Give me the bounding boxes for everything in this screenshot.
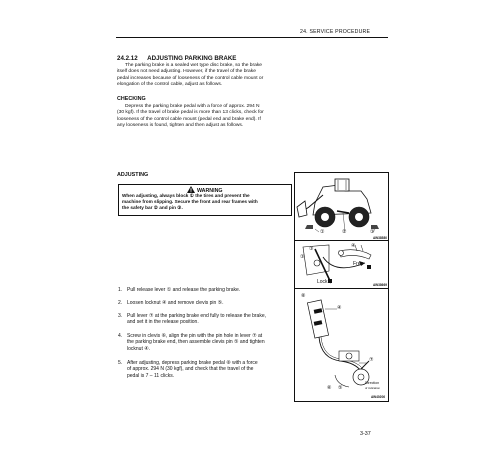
callout-7: ⑦ xyxy=(369,357,374,363)
figure-loader-safety xyxy=(294,172,389,242)
step-line: Pull release lever ① and release the parking brake. xyxy=(127,287,241,293)
figure-brake-cable xyxy=(294,288,389,402)
step-number: 5. xyxy=(118,360,123,366)
warning-line: When adjusting, always block ① the tires and prevent the xyxy=(122,193,250,198)
step-line: the parking brake end, then assemble clevis pin ⑤ and tighten xyxy=(127,339,265,346)
step-line: Pull lever ⑦ at the parking brake end fully to release the brake, xyxy=(127,313,267,319)
intro-paragraph xyxy=(117,63,390,88)
callout-4: ④ xyxy=(351,243,356,249)
callout-1: ① xyxy=(320,229,325,235)
callout-3: ③ xyxy=(309,246,314,252)
checking-heading: CHECKING xyxy=(117,96,146,102)
checking-line: Depress the parking brake pedal with a force of approx. 294 N xyxy=(125,104,260,109)
callout-2: ② xyxy=(342,229,347,235)
callout-1b: ① xyxy=(370,229,375,235)
callout-8: ⑧ xyxy=(301,293,306,299)
warning-line: the safety bar ② and pin ③. xyxy=(122,205,183,210)
step-text xyxy=(127,333,265,352)
step-text xyxy=(127,360,258,379)
figure-code: AW38669 xyxy=(373,283,387,287)
step-line: locknut ④. xyxy=(127,345,151,352)
running-header: 24. SERVICE PROCEDURE xyxy=(300,29,371,35)
step-2 xyxy=(118,300,293,306)
step-number: 2. xyxy=(118,300,123,306)
step-5 xyxy=(118,360,298,379)
section-title xyxy=(117,55,236,62)
warning-triangle-icon xyxy=(187,186,195,193)
step-line: Loosen locknut ④ and remove clevis pin ⑤. xyxy=(127,300,224,306)
header-rule xyxy=(116,37,388,38)
adjusting-heading: ADJUSTING xyxy=(117,172,149,178)
intro-line: elongation of the control cable, adjust as follows. xyxy=(117,81,223,87)
step-text xyxy=(127,313,266,326)
warning-text xyxy=(122,193,288,211)
figure-code: AW40206 xyxy=(371,395,385,399)
checking-paragraph xyxy=(117,104,390,129)
callout-6: ⑥ xyxy=(327,385,332,391)
intro-line: The parking brake is a sealed wet type disc brake, so the brake xyxy=(125,63,263,68)
warning-box xyxy=(118,184,292,216)
figure-release-lever xyxy=(294,240,389,289)
step-line: and set it in the release position. xyxy=(127,319,199,326)
step-4 xyxy=(118,333,298,352)
step-number: 4. xyxy=(118,333,123,339)
step-line: Screw in clevis ⑥, align the pin with the pin hole in lever ⑦ at xyxy=(127,333,263,339)
page-number: 3-37 xyxy=(360,431,371,437)
lock-label: Lock xyxy=(317,279,328,285)
callout-4: ④ xyxy=(337,305,342,311)
checking-line: any looseness is found, tighten and then adjust as follows. xyxy=(117,122,244,128)
step-line: After adjusting, depress parking brake pedal ⑧ with a force xyxy=(127,360,258,366)
step-line: of approx. 294 N (30 kgf), and check that the travel of the xyxy=(127,366,254,373)
checking-line: looseness of the control cable mount (pedal end and brake end). If xyxy=(117,116,261,122)
callout-5: ⑤ xyxy=(338,385,343,391)
warning-line: machine from slipping. Secure the front and rear frames with xyxy=(122,199,258,204)
intro-line: pedal increases because of looseness of the control cable mount or xyxy=(117,75,264,81)
figure-code: AW38580 xyxy=(373,236,387,240)
checking-line: (30 kgf). If the travel of brake pedal is more than 13 clicks, check for xyxy=(117,110,264,116)
section-number: 24.2.12 xyxy=(117,55,138,62)
free-label: Free xyxy=(353,261,364,267)
step-number: 1. xyxy=(118,287,123,293)
step-1 xyxy=(118,287,293,293)
direction-sub-label: of indication xyxy=(365,386,380,390)
warning-label: WARNING xyxy=(196,188,223,194)
direction-label: Direction xyxy=(365,381,380,385)
step-line: pedal is 7 – 11 clicks. xyxy=(127,372,175,379)
callout-3b: ③ xyxy=(300,254,305,260)
intro-line: itself does not need adjusting. However, if the travel of the brake xyxy=(117,69,256,75)
step-3 xyxy=(118,313,298,326)
step-number: 3. xyxy=(118,313,123,319)
section-title-text: ADJUSTING PARKING BRAKE xyxy=(147,55,237,62)
